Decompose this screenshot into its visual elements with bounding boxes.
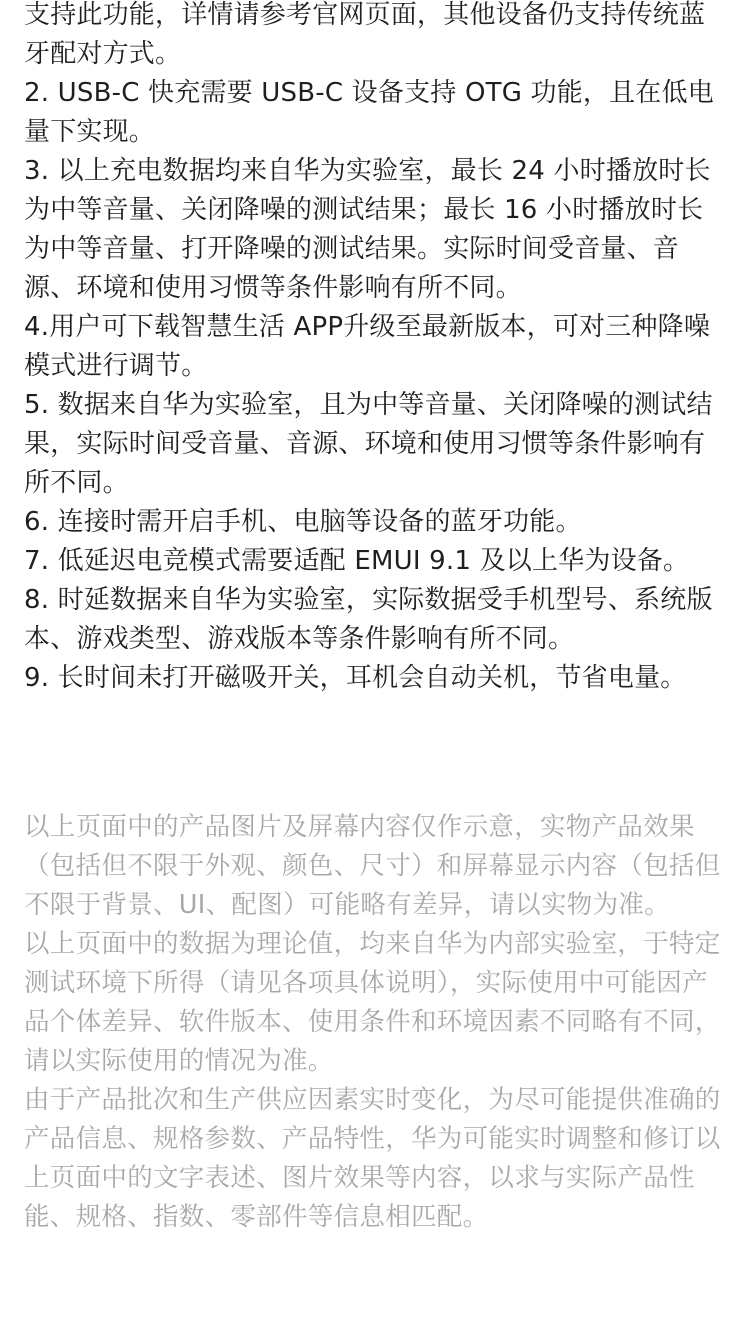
disclaimer-section xyxy=(24,808,728,1237)
footnote-4: 4.用户可下载智慧生活 APP升级至最新版本，可对三种降噪模式进行调节。 xyxy=(24,312,711,381)
footnote-8: 8. 时延数据来自华为实验室，实际数据受手机型号、系统版本、游戏类型、游戏版本等条件影响有所不同。 xyxy=(24,585,713,654)
footnote-3: 3. 以上充电数据均来自华为实验室，最长 24 小时播放时长为中等音量、关闭降噪的测试结果；最长 16 小时播放时长为中等音量、打开降噪的测试结果。实际时间受音量、音源、环境和使用习惯等条件影响有所不同。 xyxy=(24,156,711,303)
disclaimer-data: 以上页面中的数据为理论值，均来自华为内部实验室，于特定测试环境下所得（请见各项具体说明），实际使用中可能因产品个体差异、软件版本、使用条件和环境因素不同略有不同，请以实际使用的情况为准。 xyxy=(24,929,721,1076)
footnote-7: 7. 低延迟电竞模式需要适配 EMUI 9.1 及以上华为设备。 xyxy=(24,546,690,576)
footnote-2: 2. USB-C 快充需要 USB-C 设备支持 OTG 功能，且在低电量下实现。 xyxy=(24,78,714,147)
footnote-5: 5. 数据来自华为实验室，且为中等音量、关闭降噪的测试结果，实际时间受音量、音源、环境和使用习惯等条件影响有所不同。 xyxy=(24,390,713,498)
footnotes-list xyxy=(24,0,728,698)
footnote-continued: 支持此功能，详情请参考官网页面，其他设备仍支持传统蓝牙配对方式。 xyxy=(24,0,706,69)
disclaimer-images: 以上页面中的产品图片及屏幕内容仅作示意，实物产品效果（包括但不限于外观、颜色、尺寸）和屏幕显示内容（包括但不限于背景、UI、配图）可能略有差异，请以实物为准。 xyxy=(24,812,721,920)
footnote-6: 6. 连接时需开启手机、电脑等设备的蓝牙功能。 xyxy=(24,507,582,537)
disclaimer-updates: 由于产品批次和生产供应因素实时变化，为尽可能提供准确的产品信息、规格参数、产品特性，华为可能实时调整和修订以上页面中的文字表述、图片效果等内容，以求与实际产品性能、规格、指数、零部件等信息相匹配。 xyxy=(24,1085,721,1232)
footnote-9: 9. 长时间未打开磁吸开关，耳机会自动关机，节省电量。 xyxy=(24,663,687,693)
